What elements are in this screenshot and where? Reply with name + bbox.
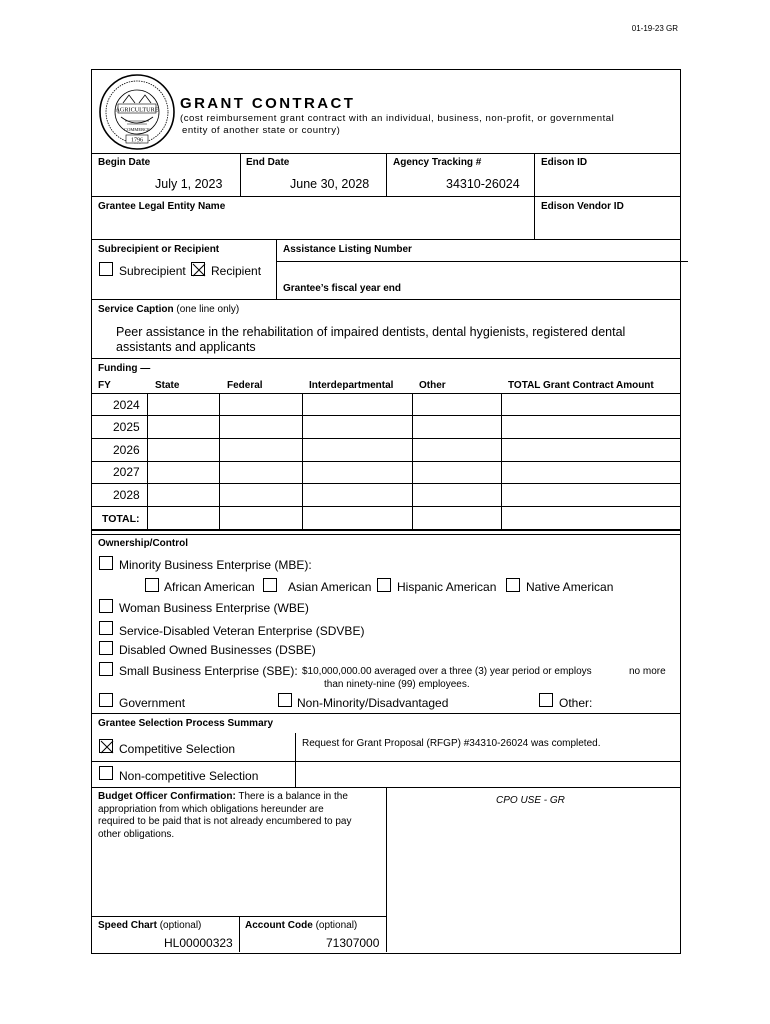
col-rule (412, 393, 413, 529)
agency-tracking-label: Agency Tracking # (393, 157, 482, 168)
divider (91, 415, 680, 416)
hispanic-american-option: Hispanic American (397, 580, 497, 594)
native-american-option: Native American (526, 580, 614, 594)
col-rule (239, 916, 240, 952)
fy-row-2026: 2026 (113, 443, 140, 457)
grantee-label: Grantee Legal Entity Name (98, 201, 226, 212)
fiscal-year-end-label: Grantee’s fiscal year end (283, 283, 402, 294)
fy-row-2027: 2027 (113, 465, 140, 479)
mbe-option: Minority Business Enterprise (MBE): (119, 558, 312, 572)
cpo-use-label: CPO USE - GR (496, 795, 565, 806)
speed-chart-field[interactable]: HL00000323 (164, 936, 233, 950)
divider (91, 239, 680, 240)
begin-date-field[interactable]: July 1, 2023 (155, 177, 223, 191)
competitive-description[interactable]: Request for Grant Proposal (RFGP) #34310-26024 was completed. (302, 738, 601, 749)
service-caption-line2[interactable]: assistants and applicants (116, 340, 256, 354)
col-rule (386, 153, 387, 196)
interdepartmental-header: Interdepartmental (309, 380, 394, 391)
divider (91, 393, 680, 394)
sbe-detail-no-more: no more (629, 666, 666, 677)
non-competitive-checkbox[interactable] (99, 766, 113, 780)
subrecipient-checkbox[interactable] (99, 262, 113, 276)
african-american-checkbox[interactable] (145, 578, 159, 592)
budget-confirmation (98, 791, 383, 841)
edison-vendor-label: Edison Vendor ID (541, 201, 624, 212)
divider (91, 299, 680, 300)
sbe-detail-line1: $10,000,000.00 averaged over a three (3) year period or employs (302, 666, 592, 677)
col-rule (534, 153, 535, 239)
dsbe-option: Disabled Owned Businesses (DSBE) (119, 643, 316, 657)
recipient-checkbox[interactable] (191, 262, 205, 276)
mbe-checkbox[interactable] (99, 556, 113, 570)
divider (91, 483, 680, 484)
state-seal-icon (97, 73, 177, 151)
col-rule (147, 393, 148, 529)
budget-text-line4: other obligations. (98, 828, 175, 840)
service-caption-label (98, 304, 239, 315)
col-rule (501, 393, 502, 529)
government-option: Government (119, 696, 186, 710)
divider (91, 534, 680, 535)
col-rule (295, 733, 296, 787)
total-header: TOTAL Grant Contract Amount (508, 380, 654, 391)
account-code-label (245, 920, 357, 931)
budget-label: Budget Officer Confirmation: (98, 791, 236, 802)
assistance-listing-label: Assistance Listing Number (283, 244, 412, 255)
budget-text-line1: There is a balance in the (238, 791, 348, 802)
native-american-checkbox[interactable] (506, 578, 520, 592)
account-code-optional: (optional) (315, 920, 358, 931)
hispanic-american-checkbox[interactable] (377, 578, 391, 592)
service-caption-optional: (one line only) (176, 304, 240, 315)
other-option: Other: (559, 696, 593, 710)
non-minority-option: Non-Minority/Disadvantaged (297, 696, 449, 710)
end-date-label: End Date (246, 157, 290, 168)
sdvbe-option: Service-Disabled Veteran Enterprise (SDVBE) (119, 624, 365, 638)
divider (91, 438, 680, 439)
non-minority-checkbox[interactable] (278, 693, 292, 707)
divider (91, 358, 680, 359)
edison-id-label: Edison ID (541, 157, 588, 168)
sdvbe-checkbox[interactable] (99, 621, 113, 635)
divider (91, 506, 680, 507)
african-american-option: African American (164, 580, 255, 594)
divider (91, 713, 680, 714)
funding-label: Funding — (98, 363, 151, 374)
page-title: GRANT CONTRACT (180, 95, 356, 112)
subrecipient-label: Subrecipient or Recipient (98, 244, 220, 255)
col-rule (240, 153, 241, 196)
other-header: Other (419, 380, 446, 391)
dsbe-checkbox[interactable] (99, 641, 113, 655)
col-rule (219, 393, 220, 529)
divider (91, 761, 680, 762)
sbe-checkbox[interactable] (99, 662, 113, 676)
subrecipient-option: Subrecipient (119, 264, 186, 278)
state-header: State (155, 380, 180, 391)
account-code-field[interactable]: 71307000 (326, 936, 380, 950)
asian-american-option: Asian American (288, 580, 372, 594)
form-code: 01-19-23 GR (631, 24, 678, 33)
competitive-checkbox[interactable] (99, 739, 113, 753)
other-checkbox[interactable] (539, 693, 553, 707)
fy-row-2028: 2028 (113, 488, 140, 502)
agency-tracking-field[interactable]: 34310-26024 (446, 177, 520, 191)
seal-year: 1796 (131, 137, 143, 144)
seal-bottom-text: COMMERCE (124, 127, 150, 132)
competitive-option: Competitive Selection (119, 742, 236, 756)
service-caption-label-text: Service Caption (98, 304, 174, 315)
divider (276, 261, 688, 262)
wbe-checkbox[interactable] (99, 599, 113, 613)
asian-american-checkbox[interactable] (263, 578, 277, 592)
ownership-label: Ownership/Control (98, 538, 188, 549)
check-x-icon (192, 263, 206, 277)
fy-row-2024: 2024 (113, 398, 140, 412)
seal-top-text: AGRICULTURE (115, 106, 159, 114)
recipient-option: Recipient (211, 264, 262, 278)
budget-text-line2: appropriation from which obligations hereunder are (98, 803, 324, 815)
subtitle-line2: entity of another state or country) (182, 125, 341, 136)
col-rule (302, 393, 303, 529)
check-x-icon (100, 740, 114, 754)
wbe-option: Woman Business Enterprise (WBE) (119, 601, 309, 615)
service-caption-line1[interactable]: Peer assistance in the rehabilitation of impaired dentists, dental hygienists, registered dental (116, 325, 626, 339)
end-date-field[interactable]: June 30, 2028 (290, 177, 370, 191)
speed-chart-optional: (optional) (159, 920, 202, 931)
subtitle-line1: (cost reimbursement grant contract with an individual, business, non-profit, or governmental (180, 113, 615, 124)
sbe-option: Small Business Enterprise (SBE): (119, 664, 298, 678)
divider (91, 461, 680, 462)
col-rule (386, 787, 387, 952)
divider (91, 196, 680, 197)
begin-date-label: Begin Date (98, 157, 151, 168)
sbe-detail-line2: than ninety-nine (99) employees. (324, 679, 470, 690)
selection-label: Grantee Selection Process Summary (98, 718, 274, 729)
speed-chart-label-text: Speed Chart (98, 920, 157, 931)
col-rule (276, 239, 277, 299)
budget-text-line3: required to be paid that is not already encumbered to pay (98, 816, 352, 827)
speed-chart-label (98, 920, 201, 931)
non-competitive-option: Non-competitive Selection (119, 769, 259, 783)
government-checkbox[interactable] (99, 693, 113, 707)
fy-row-2025: 2025 (113, 420, 140, 434)
fy-header: FY (98, 380, 111, 391)
divider (91, 529, 680, 531)
account-code-label-text: Account Code (245, 920, 313, 931)
federal-header: Federal (227, 380, 263, 391)
total-row-label: TOTAL: (102, 513, 140, 525)
